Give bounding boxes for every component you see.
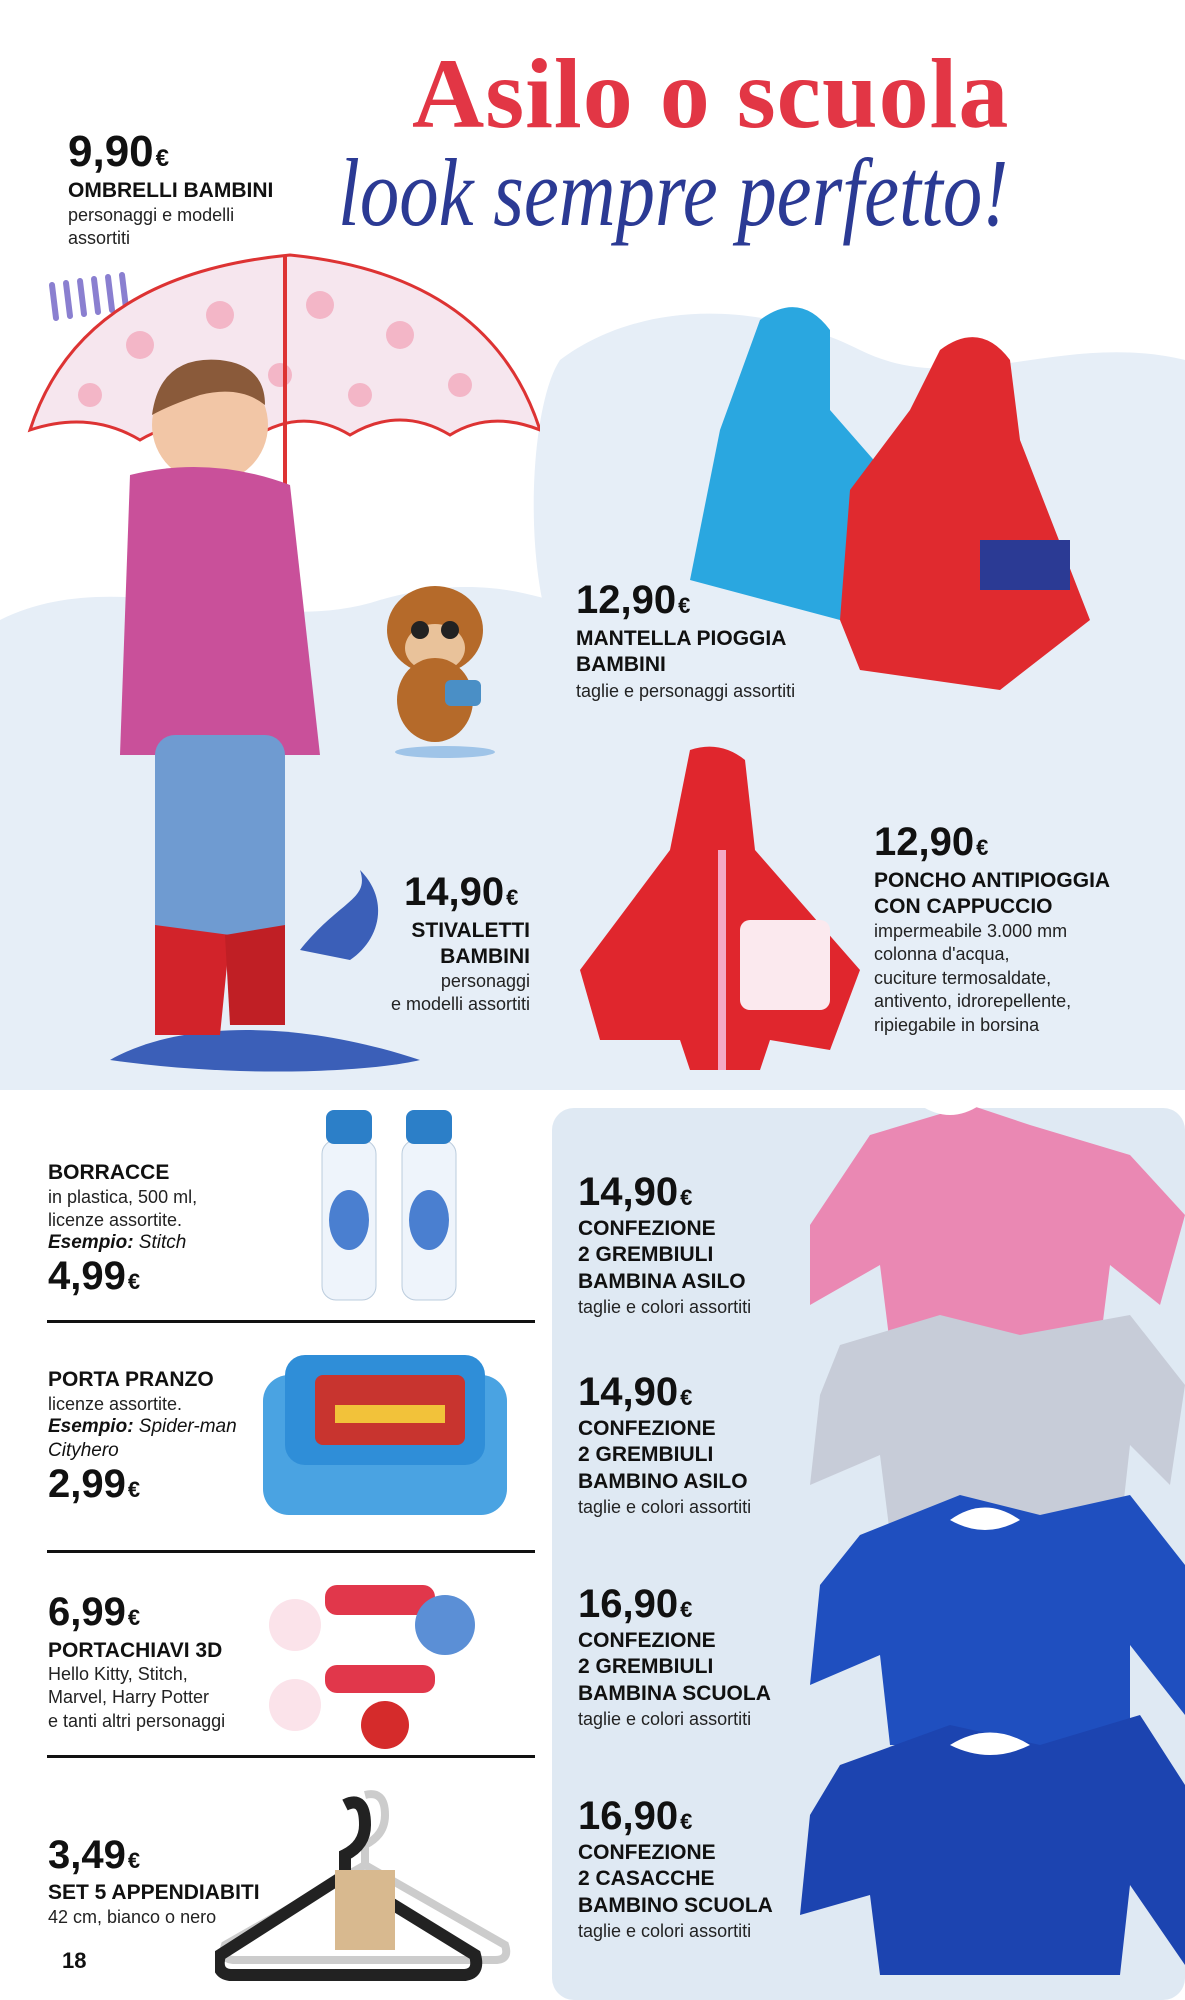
keychains-image — [255, 1545, 515, 1765]
bottles-image — [262, 1100, 522, 1310]
smock-desc: taglie e colori assortiti — [578, 1297, 752, 1317]
desc-line: Hello Kitty, Stitch, — [48, 1664, 188, 1684]
hangers-image — [215, 1775, 515, 1990]
desc-line: e tanti altri personaggi — [48, 1710, 226, 1731]
smock-name — [578, 1628, 771, 1707]
bottles-price — [48, 1256, 140, 1296]
smocks-image — [800, 1065, 1185, 1985]
desc-line: Marvel, Harry Potter — [48, 1687, 210, 1708]
name-line: MANTELLA PIOGGIA — [576, 627, 787, 650]
desc-line: colonna d'acqua, — [874, 944, 1010, 965]
keychains-desc — [48, 1663, 225, 1733]
smock-name — [578, 1416, 748, 1495]
euro-symbol: € — [127, 1605, 141, 1630]
rain-cape-price — [576, 580, 690, 620]
poncho-desc — [874, 920, 1071, 1037]
name-line: CONFEZIONE — [578, 1629, 716, 1652]
rain-cape-desc: taglie e personaggi assortiti — [576, 681, 796, 701]
name-line: 2 CASACCHE — [578, 1867, 715, 1891]
bottles-example — [48, 1231, 186, 1255]
name-line: BAMBINO SCUOLA — [578, 1893, 773, 1917]
smock-price — [578, 1172, 692, 1212]
euro-symbol: € — [680, 1809, 693, 1834]
poncho-name — [874, 868, 1110, 921]
page-title-line2: look sempre perfetto! — [338, 139, 1009, 246]
desc-line: personaggi — [440, 971, 530, 991]
smock-desc: taglie e colori assortiti — [578, 1709, 752, 1729]
euro-symbol: € — [680, 1385, 693, 1410]
umbrella-name: OMBRELLI BAMBINI — [68, 179, 274, 202]
hangers-price-value: 3,49 — [48, 1833, 126, 1877]
example-label: Esempio: — [48, 1232, 134, 1253]
umbrella-price — [68, 127, 170, 176]
smock-name — [578, 1840, 773, 1919]
umbrella-price-value: 9,90 — [68, 127, 154, 176]
desc-line: personaggi e modelli — [68, 205, 235, 225]
smock-desc: taglie e colori assortiti — [578, 1921, 752, 1941]
desc-line: antivento, idrorepellente, — [874, 991, 1072, 1012]
name-line: PONCHO ANTIPIOGGIA — [874, 869, 1111, 892]
lunchbox-example — [48, 1415, 237, 1463]
poncho-price-value: 12,90 — [874, 820, 975, 864]
euro-symbol: € — [680, 1185, 693, 1210]
poncho-image — [570, 740, 870, 1080]
keychains-price — [48, 1592, 140, 1632]
bottles-desc — [48, 1186, 197, 1233]
name-line: 2 GREMBIULI — [578, 1655, 714, 1679]
name-line: 2 GREMBIULI — [578, 1443, 714, 1467]
smock-price-value: 16,90 — [578, 1582, 679, 1626]
boots-price-value: 14,90 — [404, 870, 505, 914]
name-line: BAMBINO ASILO — [578, 1469, 748, 1493]
section-divider — [47, 1755, 535, 1758]
bottles-price-value: 4,99 — [48, 1254, 126, 1298]
name-line: CONFEZIONE — [578, 1841, 716, 1864]
smock-price — [578, 1796, 692, 1836]
smock-price-value: 14,90 — [578, 1170, 679, 1214]
desc-line: cuciture termosaldate, — [874, 967, 1052, 988]
example-value: Spider-man — [133, 1416, 237, 1437]
smock-desc: taglie e colori assortiti — [578, 1497, 752, 1517]
example-label: Esempio: — [48, 1416, 134, 1437]
hangers-name: SET 5 APPENDIABITI — [48, 1881, 260, 1904]
desc-line: licenze assortite. — [48, 1210, 183, 1231]
boots-price — [404, 872, 518, 912]
name-line: BAMBINI — [576, 653, 666, 677]
page-title-line1: Asilo o scuola — [412, 38, 1010, 149]
euro-symbol: € — [127, 1477, 141, 1502]
section-divider — [47, 1320, 535, 1323]
lunchbox-price — [48, 1464, 140, 1504]
boots-name — [330, 918, 530, 971]
desc-line: impermeabile 3.000 mm — [874, 921, 1068, 941]
desc-line: e modelli assortiti — [390, 994, 530, 1015]
name-line: CONFEZIONE — [578, 1417, 716, 1440]
name-line: BAMBINA SCUOLA — [578, 1681, 771, 1705]
euro-symbol: € — [506, 885, 519, 910]
smock-price — [578, 1372, 692, 1412]
example-value: Stitch — [133, 1232, 187, 1253]
euro-symbol: € — [127, 1269, 141, 1294]
example-value-2: Cityhero — [48, 1439, 119, 1461]
desc-line: assortiti — [68, 228, 131, 249]
name-line: BAMBINA ASILO — [578, 1269, 746, 1293]
euro-symbol: € — [155, 145, 170, 172]
euro-symbol: € — [678, 593, 691, 618]
lunchbox-name: PORTA PRANZO — [48, 1368, 214, 1391]
euro-symbol: € — [680, 1597, 693, 1622]
name-line: BAMBINI — [440, 945, 530, 969]
smock-price — [578, 1584, 692, 1624]
keychains-price-value: 6,99 — [48, 1590, 126, 1634]
desc-line: ripiegabile in borsina — [874, 1014, 1040, 1035]
lunchbox-price-value: 2,99 — [48, 1462, 126, 1506]
smock-name — [578, 1216, 746, 1295]
hangers-desc: 42 cm, bianco o nero — [48, 1907, 217, 1927]
smock-price-value: 16,90 — [578, 1794, 679, 1838]
page-number: 18 — [62, 1948, 87, 1973]
keychains-name: PORTACHIAVI 3D — [48, 1639, 223, 1662]
mascot-image — [355, 570, 515, 760]
smock-price-value: 14,90 — [578, 1370, 679, 1414]
name-line: 2 GREMBIULI — [578, 1243, 714, 1267]
lunchbox-image — [255, 1335, 515, 1530]
boots-desc — [330, 970, 530, 1017]
lunchbox-desc: licenze assortite. — [48, 1394, 183, 1414]
name-line: CON CAPPUCCIO — [874, 895, 1053, 919]
hangers-price — [48, 1835, 140, 1875]
rain-cape-name — [576, 626, 786, 679]
rain-cape-price-value: 12,90 — [576, 578, 677, 622]
bottles-name: BORRACCE — [48, 1161, 170, 1184]
poncho-price — [874, 822, 988, 862]
euro-symbol: € — [976, 835, 989, 860]
euro-symbol: € — [127, 1848, 141, 1873]
desc-line: in plastica, 500 ml, — [48, 1187, 198, 1207]
name-line: CONFEZIONE — [578, 1217, 716, 1240]
name-line: STIVALETTI — [411, 919, 530, 942]
